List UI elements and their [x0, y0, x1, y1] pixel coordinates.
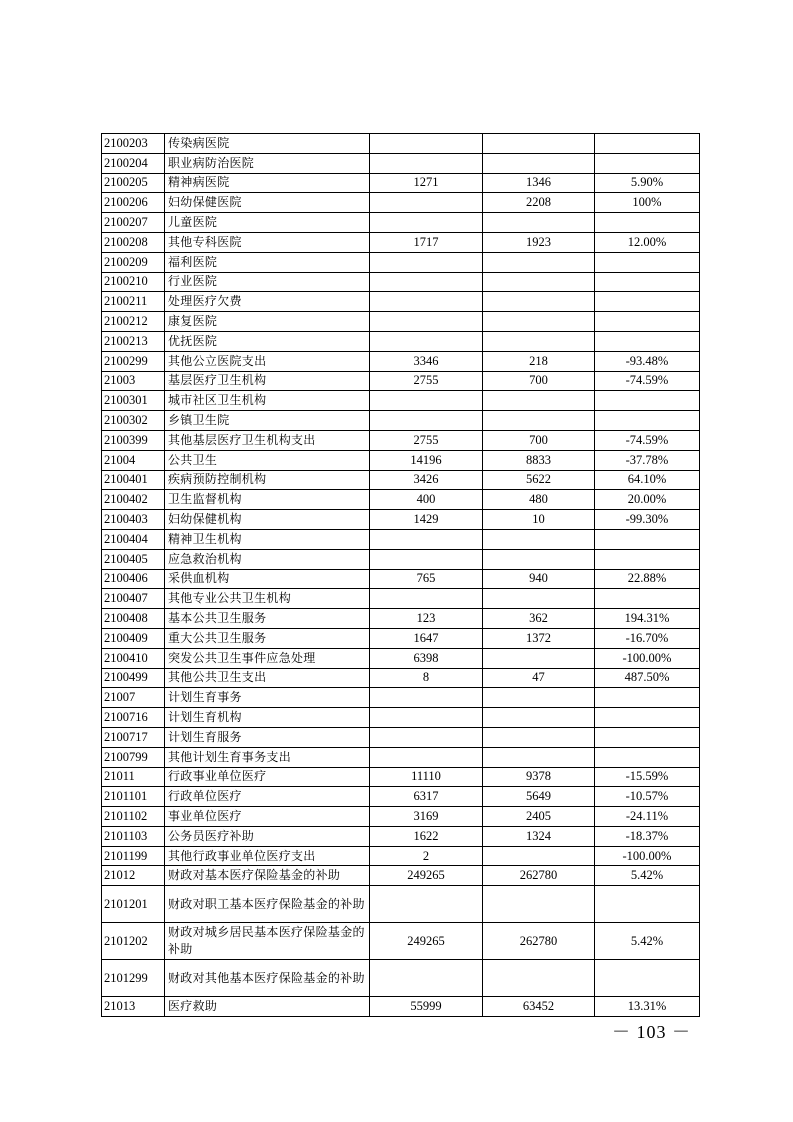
table-row	[102, 846, 700, 866]
row-value-2-cell: 2208	[483, 193, 595, 213]
table-row	[102, 826, 700, 846]
row-change-percent-cell: -93.48%	[595, 351, 700, 371]
table-row	[102, 648, 700, 668]
table-row	[102, 767, 700, 787]
row-name-cell: 其他专业公共卫生机构	[165, 589, 370, 609]
table-row	[102, 292, 700, 312]
table-row	[102, 490, 700, 510]
row-value-1-cell	[370, 589, 483, 609]
row-name-cell: 疾病预防控制机构	[165, 470, 370, 490]
row-value-2-cell: 480	[483, 490, 595, 510]
row-value-1-cell	[370, 272, 483, 292]
table-row	[102, 450, 700, 470]
row-value-1-cell	[370, 886, 483, 923]
row-value-2-cell: 1346	[483, 173, 595, 193]
row-change-percent-cell	[595, 727, 700, 747]
row-value-1-cell	[370, 292, 483, 312]
row-name-cell: 优抚医院	[165, 331, 370, 351]
row-change-percent-cell	[595, 886, 700, 923]
row-value-2-cell: 1324	[483, 826, 595, 846]
row-value-2-cell: 10	[483, 510, 595, 530]
table-row	[102, 331, 700, 351]
row-name-cell: 公共卫生	[165, 450, 370, 470]
row-value-1-cell: 1271	[370, 173, 483, 193]
row-name-cell: 财政对其他基本医疗保险基金的补助	[165, 960, 370, 997]
row-value-1-cell: 3346	[370, 351, 483, 371]
row-name-cell: 其他公共卫生支出	[165, 668, 370, 688]
table-row	[102, 960, 700, 997]
row-change-percent-cell: 20.00%	[595, 490, 700, 510]
row-code-cell: 2100409	[102, 628, 165, 648]
row-code-cell: 21012	[102, 866, 165, 886]
table-row	[102, 866, 700, 886]
row-change-percent-cell	[595, 153, 700, 173]
row-change-percent-cell: -74.59%	[595, 371, 700, 391]
table-row	[102, 153, 700, 173]
row-code-cell: 2100203	[102, 134, 165, 154]
row-change-percent-cell: -74.59%	[595, 430, 700, 450]
row-value-2-cell	[483, 688, 595, 708]
row-value-1-cell	[370, 688, 483, 708]
row-value-1-cell: 6317	[370, 787, 483, 807]
row-code-cell: 2100213	[102, 331, 165, 351]
row-value-1-cell	[370, 391, 483, 411]
row-change-percent-cell: 22.88%	[595, 569, 700, 589]
row-code-cell: 2101102	[102, 807, 165, 827]
row-code-cell: 2100499	[102, 668, 165, 688]
row-name-cell: 行政单位医疗	[165, 787, 370, 807]
row-code-cell: 2100404	[102, 529, 165, 549]
row-value-2-cell: 5649	[483, 787, 595, 807]
table-row	[102, 173, 700, 193]
row-value-1-cell	[370, 727, 483, 747]
row-change-percent-cell: -37.78%	[595, 450, 700, 470]
row-name-cell: 其他基层医疗卫生机构支出	[165, 430, 370, 450]
row-change-percent-cell	[595, 391, 700, 411]
table-row	[102, 411, 700, 431]
row-value-2-cell: 1372	[483, 628, 595, 648]
row-name-cell: 计划生育事务	[165, 688, 370, 708]
row-change-percent-cell: 5.42%	[595, 866, 700, 886]
table-row	[102, 628, 700, 648]
table-row	[102, 430, 700, 450]
row-change-percent-cell	[595, 549, 700, 569]
row-value-1-cell	[370, 134, 483, 154]
row-code-cell: 2100405	[102, 549, 165, 569]
table-row	[102, 747, 700, 767]
row-value-1-cell	[370, 747, 483, 767]
row-name-cell: 乡镇卫生院	[165, 411, 370, 431]
row-change-percent-cell	[595, 529, 700, 549]
table-row	[102, 312, 700, 332]
row-value-1-cell: 55999	[370, 997, 483, 1017]
row-code-cell: 2100401	[102, 470, 165, 490]
row-name-cell: 行政事业单位医疗	[165, 767, 370, 787]
row-code-cell: 21003	[102, 371, 165, 391]
row-code-cell: 2100299	[102, 351, 165, 371]
row-name-cell: 公务员医疗补助	[165, 826, 370, 846]
row-name-cell: 采供血机构	[165, 569, 370, 589]
row-code-cell: 2100301	[102, 391, 165, 411]
row-code-cell: 2100799	[102, 747, 165, 767]
row-value-1-cell: 3426	[370, 470, 483, 490]
row-value-1-cell: 1429	[370, 510, 483, 530]
row-code-cell: 2100399	[102, 430, 165, 450]
row-change-percent-cell: -24.11%	[595, 807, 700, 827]
row-change-percent-cell	[595, 213, 700, 233]
row-code-cell: 2100407	[102, 589, 165, 609]
row-value-2-cell	[483, 747, 595, 767]
row-name-cell: 应急救治机构	[165, 549, 370, 569]
row-value-1-cell: 765	[370, 569, 483, 589]
row-code-cell: 2101199	[102, 846, 165, 866]
row-value-1-cell	[370, 193, 483, 213]
row-code-cell: 2100211	[102, 292, 165, 312]
row-value-2-cell	[483, 252, 595, 272]
row-name-cell: 其他专科医院	[165, 232, 370, 252]
row-value-1-cell	[370, 529, 483, 549]
table-row	[102, 549, 700, 569]
row-name-cell: 儿童医院	[165, 213, 370, 233]
row-change-percent-cell	[595, 708, 700, 728]
table-row	[102, 569, 700, 589]
table-row	[102, 923, 700, 960]
row-change-percent-cell	[595, 960, 700, 997]
row-change-percent-cell: -15.59%	[595, 767, 700, 787]
row-name-cell: 传染病医院	[165, 134, 370, 154]
row-value-1-cell	[370, 312, 483, 332]
row-value-1-cell: 2755	[370, 371, 483, 391]
row-code-cell: 2101202	[102, 923, 165, 960]
table-row	[102, 193, 700, 213]
row-name-cell: 事业单位医疗	[165, 807, 370, 827]
row-code-cell: 2100717	[102, 727, 165, 747]
row-name-cell: 城市社区卫生机构	[165, 391, 370, 411]
row-name-cell: 处理医疗欠费	[165, 292, 370, 312]
table-row	[102, 510, 700, 530]
row-value-1-cell	[370, 252, 483, 272]
row-code-cell: 2100406	[102, 569, 165, 589]
table-row	[102, 391, 700, 411]
row-code-cell: 2100210	[102, 272, 165, 292]
row-value-2-cell	[483, 331, 595, 351]
table-row	[102, 371, 700, 391]
row-change-percent-cell	[595, 272, 700, 292]
row-value-1-cell: 2755	[370, 430, 483, 450]
row-value-2-cell: 700	[483, 371, 595, 391]
row-value-1-cell: 3169	[370, 807, 483, 827]
row-value-2-cell: 47	[483, 668, 595, 688]
row-name-cell: 妇幼保健医院	[165, 193, 370, 213]
row-name-cell: 计划生育服务	[165, 727, 370, 747]
row-value-2-cell	[483, 549, 595, 569]
row-name-cell: 精神病医院	[165, 173, 370, 193]
budget-table	[101, 133, 700, 1017]
table-row	[102, 688, 700, 708]
row-value-1-cell: 1717	[370, 232, 483, 252]
row-value-1-cell: 2	[370, 846, 483, 866]
row-value-2-cell: 218	[483, 351, 595, 371]
row-change-percent-cell	[595, 252, 700, 272]
row-name-cell: 医疗救助	[165, 997, 370, 1017]
row-value-2-cell	[483, 153, 595, 173]
row-value-2-cell	[483, 272, 595, 292]
row-value-2-cell: 63452	[483, 997, 595, 1017]
row-value-2-cell: 1923	[483, 232, 595, 252]
row-change-percent-cell: -100.00%	[595, 846, 700, 866]
row-value-2-cell: 2405	[483, 807, 595, 827]
row-code-cell: 2100402	[102, 490, 165, 510]
row-value-1-cell	[370, 331, 483, 351]
table-row	[102, 213, 700, 233]
row-value-1-cell: 1622	[370, 826, 483, 846]
row-code-cell: 2100716	[102, 708, 165, 728]
table-row	[102, 708, 700, 728]
row-value-2-cell	[483, 589, 595, 609]
row-name-cell: 职业病防治医院	[165, 153, 370, 173]
row-change-percent-cell: -16.70%	[595, 628, 700, 648]
row-change-percent-cell: 5.90%	[595, 173, 700, 193]
row-name-cell: 突发公共卫生事件应急处理	[165, 648, 370, 668]
row-code-cell: 2100205	[102, 173, 165, 193]
row-value-2-cell	[483, 213, 595, 233]
table-row	[102, 470, 700, 490]
row-value-2-cell: 700	[483, 430, 595, 450]
row-name-cell: 基层医疗卫生机构	[165, 371, 370, 391]
row-change-percent-cell	[595, 589, 700, 609]
row-change-percent-cell: -99.30%	[595, 510, 700, 530]
row-code-cell: 21011	[102, 767, 165, 787]
page-number: － 103 －	[612, 1022, 691, 1042]
row-change-percent-cell: 64.10%	[595, 470, 700, 490]
row-change-percent-cell	[595, 411, 700, 431]
row-name-cell: 其他公立医院支出	[165, 351, 370, 371]
row-value-2-cell: 362	[483, 609, 595, 629]
row-name-cell: 卫生监督机构	[165, 490, 370, 510]
row-code-cell: 21007	[102, 688, 165, 708]
row-name-cell: 重大公共卫生服务	[165, 628, 370, 648]
row-code-cell: 2100212	[102, 312, 165, 332]
row-value-2-cell	[483, 727, 595, 747]
row-value-2-cell	[483, 708, 595, 728]
table-row	[102, 589, 700, 609]
row-name-cell: 其他计划生育事务支出	[165, 747, 370, 767]
row-code-cell: 2101101	[102, 787, 165, 807]
row-name-cell: 康复医院	[165, 312, 370, 332]
row-code-cell: 2100206	[102, 193, 165, 213]
table-row	[102, 609, 700, 629]
row-change-percent-cell: -18.37%	[595, 826, 700, 846]
row-value-1-cell: 14196	[370, 450, 483, 470]
row-code-cell: 2101103	[102, 826, 165, 846]
row-value-2-cell	[483, 411, 595, 431]
row-value-1-cell	[370, 153, 483, 173]
row-value-1-cell	[370, 960, 483, 997]
row-change-percent-cell	[595, 134, 700, 154]
row-value-1-cell	[370, 549, 483, 569]
table-row	[102, 134, 700, 154]
row-value-2-cell: 262780	[483, 923, 595, 960]
table-row	[102, 272, 700, 292]
table-row	[102, 668, 700, 688]
row-value-2-cell	[483, 134, 595, 154]
row-code-cell: 2100204	[102, 153, 165, 173]
row-value-2-cell: 5622	[483, 470, 595, 490]
row-value-1-cell	[370, 411, 483, 431]
row-value-1-cell: 8	[370, 668, 483, 688]
row-name-cell: 财政对基本医疗保险基金的补助	[165, 866, 370, 886]
row-change-percent-cell	[595, 688, 700, 708]
row-change-percent-cell	[595, 312, 700, 332]
row-change-percent-cell	[595, 331, 700, 351]
row-name-cell: 财政对城乡居民基本医疗保险基金的补助	[165, 923, 370, 960]
row-name-cell: 基本公共卫生服务	[165, 609, 370, 629]
row-value-2-cell	[483, 292, 595, 312]
row-value-2-cell: 262780	[483, 866, 595, 886]
row-value-2-cell	[483, 529, 595, 549]
row-name-cell: 精神卫生机构	[165, 529, 370, 549]
row-code-cell: 2100302	[102, 411, 165, 431]
row-name-cell: 计划生育机构	[165, 708, 370, 728]
table-row	[102, 351, 700, 371]
row-value-2-cell	[483, 648, 595, 668]
table-row	[102, 997, 700, 1017]
row-value-2-cell	[483, 391, 595, 411]
row-code-cell: 2100408	[102, 609, 165, 629]
row-value-1-cell: 123	[370, 609, 483, 629]
row-code-cell: 21013	[102, 997, 165, 1017]
table-row	[102, 807, 700, 827]
row-value-1-cell: 249265	[370, 923, 483, 960]
row-value-2-cell	[483, 846, 595, 866]
row-change-percent-cell	[595, 747, 700, 767]
row-change-percent-cell: 487.50%	[595, 668, 700, 688]
table-row	[102, 252, 700, 272]
row-value-2-cell	[483, 312, 595, 332]
row-code-cell: 2101201	[102, 886, 165, 923]
row-code-cell: 2100410	[102, 648, 165, 668]
table-row	[102, 529, 700, 549]
row-change-percent-cell: 13.31%	[595, 997, 700, 1017]
row-change-percent-cell: 100%	[595, 193, 700, 213]
row-value-2-cell: 940	[483, 569, 595, 589]
row-name-cell: 行业医院	[165, 272, 370, 292]
table-row	[102, 232, 700, 252]
row-code-cell: 2100207	[102, 213, 165, 233]
row-change-percent-cell: 5.42%	[595, 923, 700, 960]
row-value-1-cell: 6398	[370, 648, 483, 668]
row-value-1-cell	[370, 213, 483, 233]
row-value-1-cell	[370, 708, 483, 728]
row-change-percent-cell: -10.57%	[595, 787, 700, 807]
row-change-percent-cell: 12.00%	[595, 232, 700, 252]
row-code-cell: 2101299	[102, 960, 165, 997]
row-code-cell: 2100403	[102, 510, 165, 530]
row-change-percent-cell: -100.00%	[595, 648, 700, 668]
row-value-1-cell: 249265	[370, 866, 483, 886]
row-value-2-cell: 8833	[483, 450, 595, 470]
row-code-cell: 2100209	[102, 252, 165, 272]
row-code-cell: 21004	[102, 450, 165, 470]
row-name-cell: 妇幼保健机构	[165, 510, 370, 530]
table-row	[102, 727, 700, 747]
table-row	[102, 787, 700, 807]
row-code-cell: 2100208	[102, 232, 165, 252]
row-value-1-cell: 400	[370, 490, 483, 510]
table-row	[102, 886, 700, 923]
row-name-cell: 福利医院	[165, 252, 370, 272]
row-change-percent-cell	[595, 292, 700, 312]
table-body	[102, 134, 700, 1017]
row-value-1-cell: 11110	[370, 767, 483, 787]
row-value-2-cell	[483, 886, 595, 923]
row-value-2-cell	[483, 960, 595, 997]
budget-table-container	[101, 133, 699, 1017]
row-name-cell: 其他行政事业单位医疗支出	[165, 846, 370, 866]
row-value-1-cell: 1647	[370, 628, 483, 648]
row-change-percent-cell: 194.31%	[595, 609, 700, 629]
row-value-2-cell: 9378	[483, 767, 595, 787]
row-name-cell: 财政对职工基本医疗保险基金的补助	[165, 886, 370, 923]
